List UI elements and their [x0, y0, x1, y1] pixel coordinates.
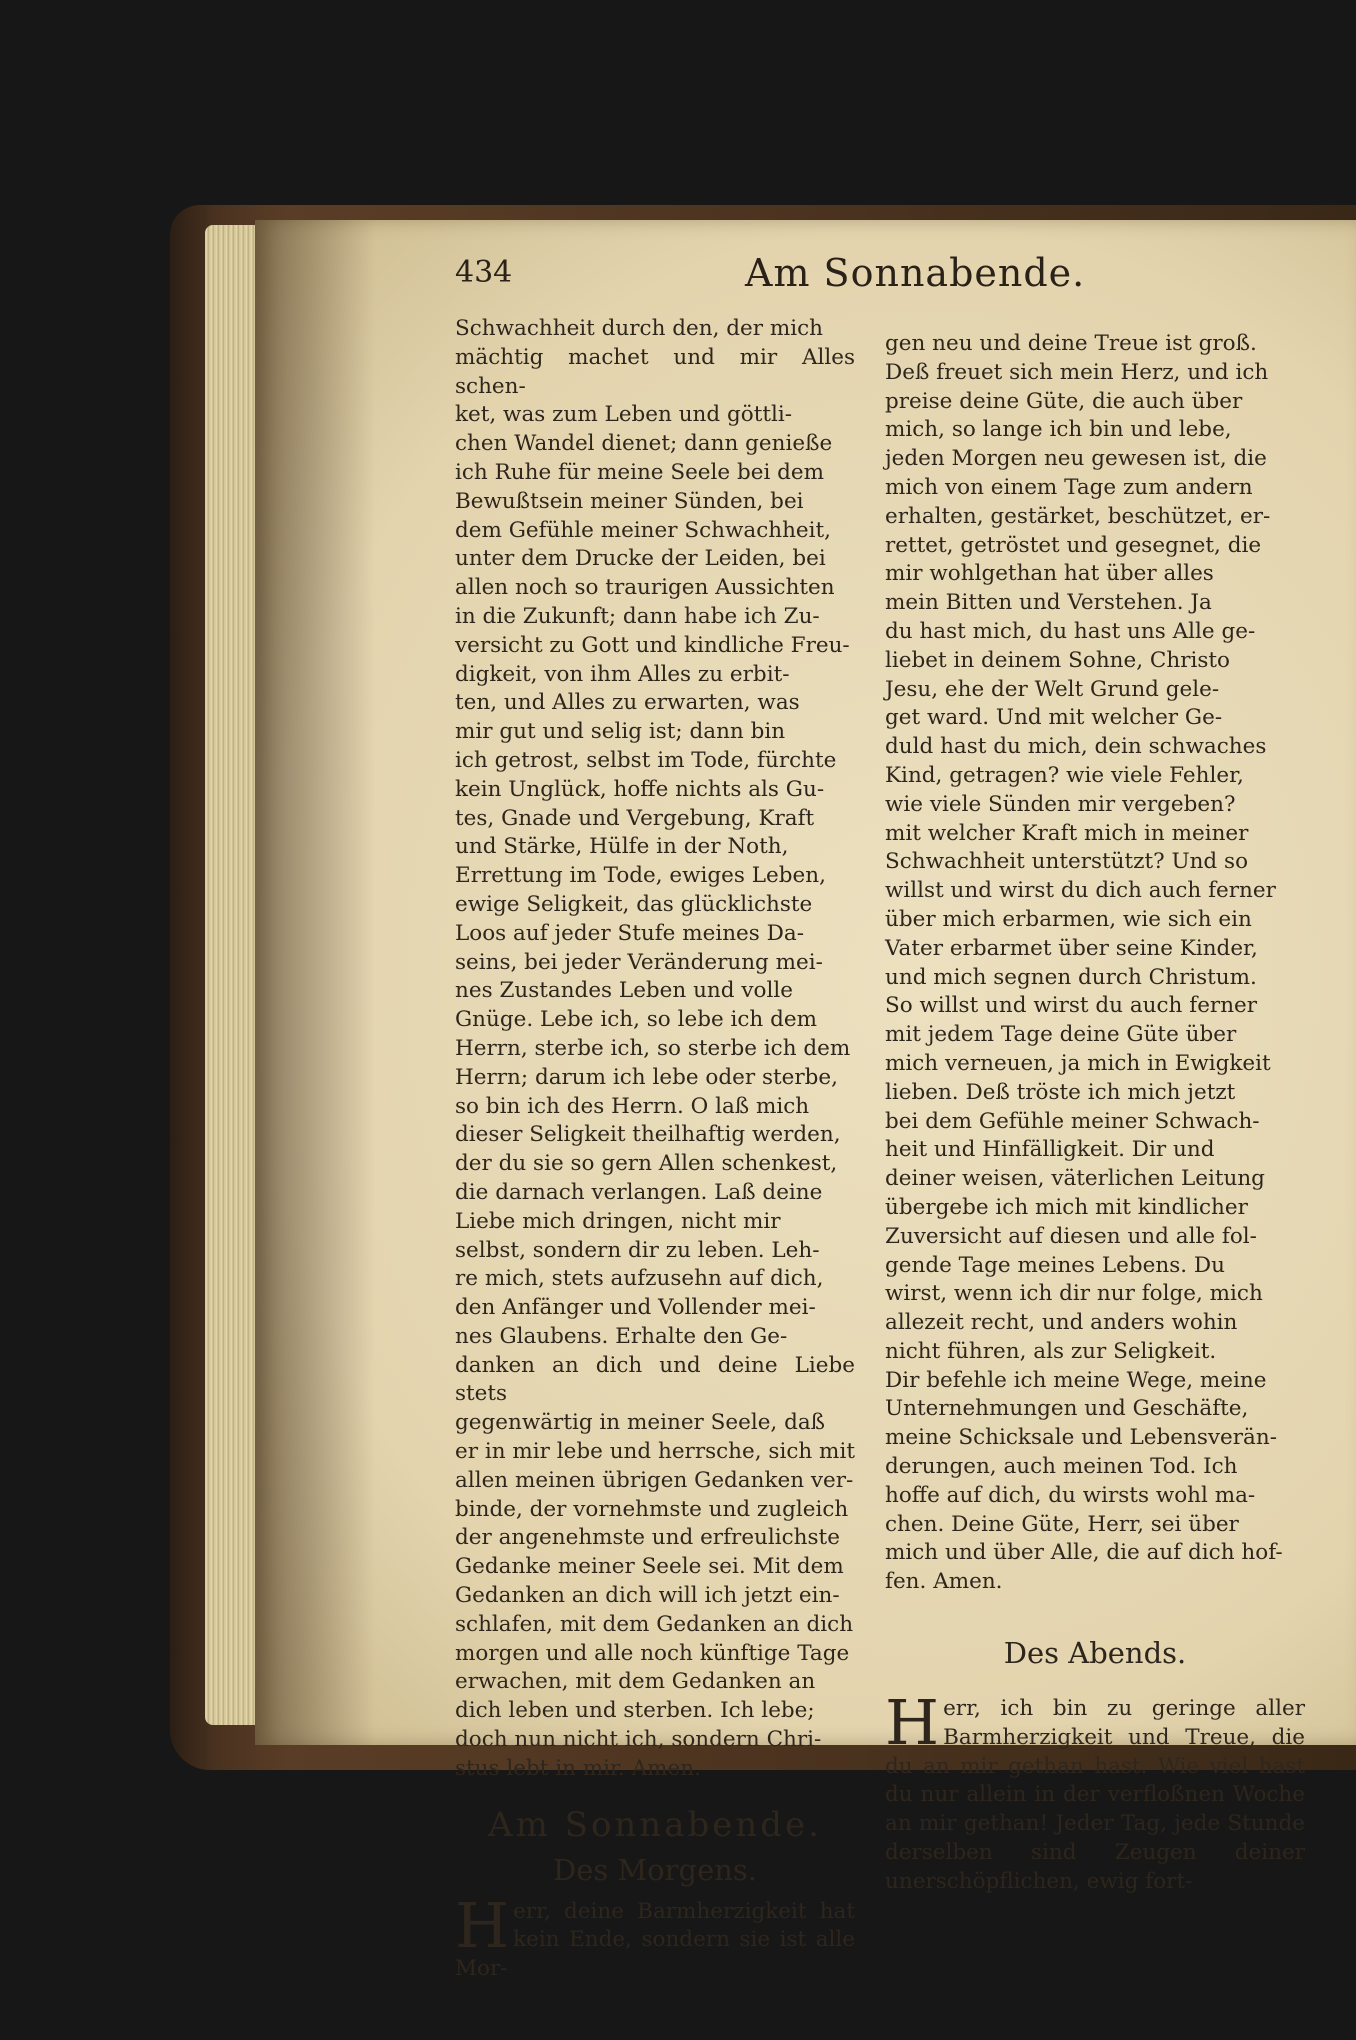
morning-prayer-text: err, deine Barmherzigkeit hat kein Ende, sondern sie ist alle Mor-	[455, 1898, 855, 1982]
dropcap-evening: H	[885, 1686, 940, 1760]
evening-prayer-text: err, ich bin zu geringe aller Barmherzigkeit und Treue, die du an mir gethan hast. Wie viel hast du nur allein in der verfloßnen Woche an mir gethan! Jeder Tag, jede Stunde derselben sind Zeugen deiner unerschöpflichen, ewig fort-	[885, 1696, 1305, 1894]
evening-prayer-paragraph	[885, 1686, 1305, 1897]
page-number: 434	[455, 255, 513, 290]
right-column	[885, 330, 1305, 1897]
subsection-title-evening: Des Abends.	[1003, 1636, 1187, 1671]
morning-prayer-paragraph	[455, 1888, 855, 1984]
dropcap-morning: H	[455, 1888, 510, 1962]
page-header	[455, 251, 1335, 315]
left-column	[455, 315, 855, 1984]
left-column-text: Schwachheit durch den, der mich mächtig machet und mir Alles schen- ket, was zum Leben und göttli- chen Wandel dienet; dann genieße ich Ruhe für meine Seele bei dem Bewußtsein meiner Sünden, bei dem Gefühle meiner Schwachheit, unter dem Drucke der Leiden, bei allen noch so traurigen Aussichten in die Zukunft; dann habe ich Zu- versicht zu Gott und kindliche Freu- digkeit, von ihm Alles zu erbit- ten, und Alles zu erwarten, was mir gut und selig ist; dann bin ich getrost, selbst im Tode, fürchte kein Unglück, hoffe nichts als Gu- tes, Gnade und Vergebung, Kraft und Stärke, Hülfe in der Noth, Errettung im Tode, ewiges Leben, ewige Seligkeit, das glücklichste Loos auf jeder Stufe meines Da- seins, bei jeder Veränderung mei- nes Zustandes Leben und volle Gnüge. Lebe ich, so lebe ich dem Herrn, sterbe ich, so sterbe ich dem Herrn; darum ich lebe oder sterbe, so bin ich des Herrn. O laß mich dieser Seligkeit theilhaftig werden, der du sie so gern Allen schenkest, die darnach verlangen. Laß deine Liebe mich dringen, nicht mir selbst, sondern dir zu leben. Leh- re mich, stets aufzusehn auf dich, den Anfänger und Vollender mei- nes Glaubens. Erhalte den Ge- danken an dich und deine Liebe stets gegenwärtig in meiner Seele, daß er in mir lebe und herrsche, sich mit allen meinen übrigen Gedanken ver- binde, der vornehmste und zugleich der angenehmste und erfreulichste Gedanke meiner Seele sei. Mit dem Gedanken an dich will ich jetzt ein- schlafen, mit dem Gedanken an dich morgen und alle noch künftige Tage erwachen, mit dem Gedanken an dich leben und sterben. Ich lebe; doch nun nicht ich, sondern Chri- stus lebt in mir. Amen.	[455, 316, 855, 1781]
section-title: Am Sonnabende.	[488, 1804, 822, 1845]
subsection-title-morning: Des Morgens.	[552, 1852, 758, 1887]
right-column-text: gen neu und deine Treue ist groß. Deß freuet sich mein Herz, und ich preise deine Güte, die auch über mich, so lange ich bin und lebe, jeden Morgen neu gewesen ist, die mich von einem Tage zum andern erhalten, gestärket, beschützet, er- rettet, getröstet und gesegnet, die mir wohlgethan hat über alles mein Bitten und Verstehen. Ja du hast mich, du hast uns Alle ge- liebet in deinem Sohne, Christo Jesu, ehe der Welt Grund gele- get ward. Und mit welcher Ge- duld hast du mich, dein schwaches Kind, getragen? wie viele Fehler, wie viele Sünden mir vergeben? mit welcher Kraft mich in meiner Schwachheit unterstützt? Und so willst und wirst du dich auch ferner über mich erbarmen, wie sich ein Vater erbarmet über seine Kinder, und mich segnen durch Christum. So willst und wirst du auch ferner mit jedem Tage deine Güte über mich verneuen, ja mich in Ewigkeit lieben. Deß tröste ich mich jetzt bei dem Gefühle meiner Schwach- heit und Hinfälligkeit. Dir und deiner weisen, väterlichen Leitung übergebe ich mich mit kindlicher Zuversicht auf diesen und alle fol- gende Tage meines Lebens. Du wirst, wenn ich dir nur folge, mich allezeit recht, und anders wohin nicht führen, als zur Seligkeit. Dir befehle ich meine Wege, meine Unternehmungen und Geschäfte, meine Schicksale und Lebensverän- derungen, auch meinen Tod. Ich hoffe auf dich, du wirsts wohl ma- chen. Deine Güte, Herr, sei über mich und über Alle, die auf dich hof- fen. Amen.	[885, 331, 1283, 1595]
spine-shadow	[255, 220, 375, 1745]
running-title: Am Sonnabende.	[745, 251, 1086, 295]
